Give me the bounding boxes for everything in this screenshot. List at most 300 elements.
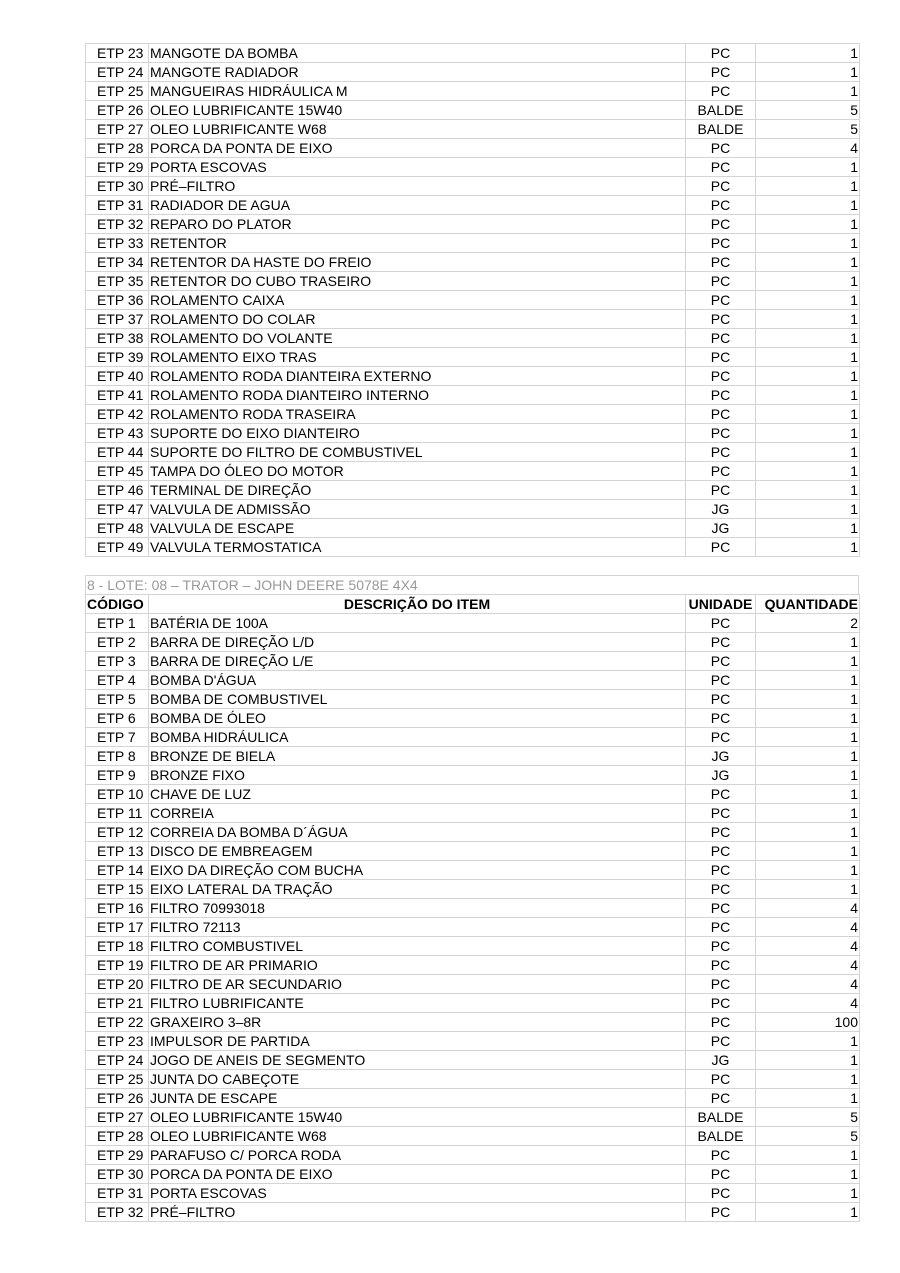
item-code: ETP 13 <box>86 842 149 861</box>
item-code: ETP 32 <box>86 215 149 234</box>
item-code: ETP 24 <box>86 1051 149 1070</box>
item-description: PORCA DA PONTA DE EIXO <box>149 139 686 158</box>
item-description: VALVULA DE ESCAPE <box>149 519 686 538</box>
item-quantity: 1 <box>756 1070 860 1089</box>
item-code: ETP 20 <box>86 975 149 994</box>
item-code: ETP 40 <box>86 367 149 386</box>
items-table-body <box>86 614 860 1222</box>
table-row <box>86 1013 860 1032</box>
table-row <box>86 880 860 899</box>
item-description: RADIADOR DE AGUA <box>149 196 686 215</box>
item-code: ETP 3 <box>86 652 149 671</box>
item-code: ETP 11 <box>86 804 149 823</box>
table-row <box>86 291 860 310</box>
item-quantity: 1 <box>756 196 860 215</box>
table-row <box>86 44 860 63</box>
item-description: CORREIA <box>149 804 686 823</box>
item-code: ETP 41 <box>86 386 149 405</box>
item-description: RETENTOR DA HASTE DO FREIO <box>149 253 686 272</box>
item-quantity: 1 <box>756 158 860 177</box>
item-quantity: 1 <box>756 1165 860 1184</box>
item-code: ETP 32 <box>86 1203 149 1222</box>
item-quantity: 4 <box>756 918 860 937</box>
table-row <box>86 804 860 823</box>
item-quantity: 4 <box>756 937 860 956</box>
table-row <box>86 348 860 367</box>
table-row <box>86 899 860 918</box>
item-code: ETP 38 <box>86 329 149 348</box>
item-code: ETP 42 <box>86 405 149 424</box>
table-row <box>86 82 860 101</box>
item-code: ETP 30 <box>86 1165 149 1184</box>
item-description: TERMINAL DE DIREÇÃO <box>149 481 686 500</box>
item-code: ETP 48 <box>86 519 149 538</box>
table-row <box>86 519 860 538</box>
item-code: ETP 34 <box>86 253 149 272</box>
lote-section <box>85 575 859 1222</box>
table-row <box>86 443 860 462</box>
item-quantity: 1 <box>756 82 860 101</box>
item-unit: PC <box>686 215 756 234</box>
table-row <box>86 538 860 557</box>
item-quantity: 1 <box>756 424 860 443</box>
table-row <box>86 253 860 272</box>
item-unit: PC <box>686 1013 756 1032</box>
item-quantity: 1 <box>756 500 860 519</box>
item-code: ETP 49 <box>86 538 149 557</box>
table-row <box>86 785 860 804</box>
item-quantity: 1 <box>756 747 860 766</box>
item-unit: JG <box>686 1051 756 1070</box>
item-description: EIXO DA DIREÇÃO COM BUCHA <box>149 861 686 880</box>
item-quantity: 1 <box>756 1051 860 1070</box>
item-code: ETP 29 <box>86 158 149 177</box>
table-row <box>86 633 860 652</box>
item-unit: PC <box>686 1203 756 1222</box>
item-description: OLEO LUBRIFICANTE W68 <box>149 1127 686 1146</box>
item-code: ETP 21 <box>86 994 149 1013</box>
item-description: FILTRO COMBUSTIVEL <box>149 937 686 956</box>
item-code: ETP 39 <box>86 348 149 367</box>
item-description: PORCA DA PONTA DE EIXO <box>149 1165 686 1184</box>
item-description: JUNTA DE ESCAPE <box>149 1089 686 1108</box>
item-unit: BALDE <box>686 120 756 139</box>
item-code: ETP 23 <box>86 44 149 63</box>
item-quantity: 4 <box>756 975 860 994</box>
item-unit: PC <box>686 804 756 823</box>
table-row <box>86 728 860 747</box>
item-quantity: 1 <box>756 481 860 500</box>
table-row <box>86 215 860 234</box>
header-unidade: UNIDADE <box>686 595 756 614</box>
lote-title: 8 - LOTE: 08 – TRATOR – JOHN DEERE 5078E 4X4 <box>85 575 859 594</box>
item-description: OLEO LUBRIFICANTE 15W40 <box>149 1108 686 1127</box>
item-description: BRONZE FIXO <box>149 766 686 785</box>
item-code: ETP 1 <box>86 614 149 633</box>
item-quantity: 1 <box>756 823 860 842</box>
item-description: BARRA DE DIREÇÃO L/D <box>149 633 686 652</box>
item-quantity: 4 <box>756 899 860 918</box>
item-description: PORTA ESCOVAS <box>149 1184 686 1203</box>
item-code: ETP 18 <box>86 937 149 956</box>
item-quantity: 1 <box>756 1203 860 1222</box>
item-unit: PC <box>686 158 756 177</box>
item-description: REPARO DO PLATOR <box>149 215 686 234</box>
item-quantity: 1 <box>756 215 860 234</box>
item-unit: PC <box>686 975 756 994</box>
table-row <box>86 120 860 139</box>
item-code: ETP 35 <box>86 272 149 291</box>
item-unit: BALDE <box>686 101 756 120</box>
item-unit: PC <box>686 918 756 937</box>
item-code: ETP 8 <box>86 747 149 766</box>
table-row <box>86 310 860 329</box>
item-description: BATÉRIA DE 100A <box>149 614 686 633</box>
item-unit: JG <box>686 519 756 538</box>
item-description: ROLAMENTO RODA DIANTEIRA EXTERNO <box>149 367 686 386</box>
item-code: ETP 27 <box>86 1108 149 1127</box>
items-table-lote-08 <box>85 594 860 1222</box>
item-unit: PC <box>686 899 756 918</box>
table-row <box>86 196 860 215</box>
item-description: OLEO LUBRIFICANTE W68 <box>149 120 686 139</box>
table-row <box>86 671 860 690</box>
item-quantity: 1 <box>756 405 860 424</box>
item-code: ETP 16 <box>86 899 149 918</box>
item-unit: JG <box>686 747 756 766</box>
table-row <box>86 937 860 956</box>
item-quantity: 5 <box>756 120 860 139</box>
item-description: OLEO LUBRIFICANTE 15W40 <box>149 101 686 120</box>
item-code: ETP 14 <box>86 861 149 880</box>
item-quantity: 1 <box>756 1146 860 1165</box>
item-unit: PC <box>686 481 756 500</box>
item-quantity: 5 <box>756 101 860 120</box>
item-code: ETP 4 <box>86 671 149 690</box>
item-code: ETP 26 <box>86 1089 149 1108</box>
table-row <box>86 500 860 519</box>
item-unit: PC <box>686 842 756 861</box>
item-code: ETP 46 <box>86 481 149 500</box>
item-quantity: 1 <box>756 462 860 481</box>
table-row <box>86 367 860 386</box>
item-quantity: 4 <box>756 956 860 975</box>
table-row <box>86 1032 860 1051</box>
item-description: GRAXEIRO 3–8R <box>149 1013 686 1032</box>
item-quantity: 1 <box>756 766 860 785</box>
table-row <box>86 1127 860 1146</box>
table-row <box>86 63 860 82</box>
item-description: MANGUEIRAS HIDRÁULICA M <box>149 82 686 101</box>
item-quantity: 100 <box>756 1013 860 1032</box>
item-unit: BALDE <box>686 1127 756 1146</box>
item-quantity: 1 <box>756 63 860 82</box>
item-code: ETP 30 <box>86 177 149 196</box>
table-row <box>86 1184 860 1203</box>
table-row <box>86 272 860 291</box>
item-quantity: 1 <box>756 842 860 861</box>
item-unit: PC <box>686 405 756 424</box>
item-code: ETP 25 <box>86 1070 149 1089</box>
item-unit: PC <box>686 1070 756 1089</box>
item-quantity: 5 <box>756 1127 860 1146</box>
item-unit: PC <box>686 44 756 63</box>
item-unit: PC <box>686 310 756 329</box>
item-unit: PC <box>686 1089 756 1108</box>
item-description: EIXO LATERAL DA TRAÇÃO <box>149 880 686 899</box>
item-unit: PC <box>686 956 756 975</box>
item-unit: PC <box>686 367 756 386</box>
item-unit: PC <box>686 690 756 709</box>
item-code: ETP 19 <box>86 956 149 975</box>
header-row <box>86 595 860 614</box>
item-description: BOMBA DE COMBUSTIVEL <box>149 690 686 709</box>
table-row <box>86 329 860 348</box>
item-description: BRONZE DE BIELA <box>149 747 686 766</box>
item-description: ROLAMENTO EIXO TRAS <box>149 348 686 367</box>
table-row <box>86 747 860 766</box>
item-unit: PC <box>686 937 756 956</box>
item-quantity: 4 <box>756 994 860 1013</box>
item-code: ETP 31 <box>86 1184 149 1203</box>
table-row <box>86 481 860 500</box>
item-code: ETP 29 <box>86 1146 149 1165</box>
table-row <box>86 1051 860 1070</box>
item-quantity: 1 <box>756 177 860 196</box>
item-unit: PC <box>686 671 756 690</box>
item-description: BARRA DE DIREÇÃO L/E <box>149 652 686 671</box>
table-row <box>86 424 860 443</box>
item-quantity: 1 <box>756 329 860 348</box>
item-description: ROLAMENTO RODA DIANTEIRO INTERNO <box>149 386 686 405</box>
item-quantity: 1 <box>756 291 860 310</box>
item-description: PORTA ESCOVAS <box>149 158 686 177</box>
item-code: ETP 22 <box>86 1013 149 1032</box>
item-description: FILTRO DE AR PRIMARIO <box>149 956 686 975</box>
item-description: RETENTOR <box>149 234 686 253</box>
item-unit: PC <box>686 386 756 405</box>
item-code: ETP 27 <box>86 120 149 139</box>
table-row <box>86 994 860 1013</box>
item-description: ROLAMENTO CAIXA <box>149 291 686 310</box>
item-unit: PC <box>686 424 756 443</box>
table-row <box>86 975 860 994</box>
table-row <box>86 158 860 177</box>
item-code: ETP 9 <box>86 766 149 785</box>
table-row <box>86 462 860 481</box>
item-description: SUPORTE DO EIXO DIANTEIRO <box>149 424 686 443</box>
item-quantity: 5 <box>756 1108 860 1127</box>
item-description: BOMBA DE ÓLEO <box>149 709 686 728</box>
item-unit: JG <box>686 766 756 785</box>
item-unit: PC <box>686 1146 756 1165</box>
item-description: VALVULA DE ADMISSÃO <box>149 500 686 519</box>
items-table-body <box>86 44 860 557</box>
item-code: ETP 47 <box>86 500 149 519</box>
item-code: ETP 23 <box>86 1032 149 1051</box>
item-unit: PC <box>686 1032 756 1051</box>
item-quantity: 1 <box>756 728 860 747</box>
item-code: ETP 31 <box>86 196 149 215</box>
table-row <box>86 386 860 405</box>
item-description: PARAFUSO C/ PORCA RODA <box>149 1146 686 1165</box>
item-unit: JG <box>686 500 756 519</box>
item-quantity: 1 <box>756 633 860 652</box>
table-row <box>86 709 860 728</box>
item-code: ETP 12 <box>86 823 149 842</box>
item-quantity: 1 <box>756 310 860 329</box>
item-quantity: 1 <box>756 709 860 728</box>
table-row <box>86 1089 860 1108</box>
item-quantity: 1 <box>756 652 860 671</box>
item-description: FILTRO DE AR SECUNDARIO <box>149 975 686 994</box>
item-quantity: 1 <box>756 367 860 386</box>
item-description: MANGOTE DA BOMBA <box>149 44 686 63</box>
table-row <box>86 1203 860 1222</box>
table-row <box>86 1146 860 1165</box>
item-quantity: 1 <box>756 861 860 880</box>
item-code: ETP 5 <box>86 690 149 709</box>
table-row <box>86 1070 860 1089</box>
item-quantity: 1 <box>756 804 860 823</box>
item-description: SUPORTE DO FILTRO DE COMBUSTIVEL <box>149 443 686 462</box>
item-description: TAMPA DO ÓLEO DO MOTOR <box>149 462 686 481</box>
table-row <box>86 918 860 937</box>
item-unit: PC <box>686 1165 756 1184</box>
header-descricao: DESCRIÇÃO DO ITEM <box>149 595 686 614</box>
item-unit: PC <box>686 462 756 481</box>
item-description: ROLAMENTO DO COLAR <box>149 310 686 329</box>
item-unit: PC <box>686 272 756 291</box>
item-unit: PC <box>686 652 756 671</box>
item-unit: PC <box>686 861 756 880</box>
table-row <box>86 861 860 880</box>
item-unit: PC <box>686 633 756 652</box>
item-description: ROLAMENTO DO VOLANTE <box>149 329 686 348</box>
item-description: VALVULA TERMOSTATICA <box>149 538 686 557</box>
item-unit: BALDE <box>686 1108 756 1127</box>
table-row <box>86 842 860 861</box>
item-description: CHAVE DE LUZ <box>149 785 686 804</box>
item-unit: PC <box>686 253 756 272</box>
item-code: ETP 26 <box>86 101 149 120</box>
table-row <box>86 101 860 120</box>
item-unit: PC <box>686 291 756 310</box>
item-unit: PC <box>686 538 756 557</box>
item-code: ETP 15 <box>86 880 149 899</box>
item-unit: PC <box>686 63 756 82</box>
table-row <box>86 823 860 842</box>
table-row <box>86 956 860 975</box>
item-quantity: 1 <box>756 443 860 462</box>
item-code: ETP 6 <box>86 709 149 728</box>
item-quantity: 1 <box>756 234 860 253</box>
item-description: MANGOTE RADIADOR <box>149 63 686 82</box>
header-codigo: CÓDIGO <box>86 595 149 614</box>
item-quantity: 1 <box>756 348 860 367</box>
item-code: ETP 36 <box>86 291 149 310</box>
item-unit: PC <box>686 443 756 462</box>
table-row <box>86 139 860 158</box>
item-unit: PC <box>686 329 756 348</box>
item-code: ETP 7 <box>86 728 149 747</box>
item-unit: PC <box>686 234 756 253</box>
table-row <box>86 1108 860 1127</box>
item-code: ETP 25 <box>86 82 149 101</box>
items-table-continued <box>85 43 860 557</box>
item-unit: PC <box>686 196 756 215</box>
item-code: ETP 28 <box>86 1127 149 1146</box>
item-description: CORREIA DA BOMBA D´ÁGUA <box>149 823 686 842</box>
item-unit: PC <box>686 1184 756 1203</box>
item-description: PRÉ–FILTRO <box>149 1203 686 1222</box>
item-unit: PC <box>686 709 756 728</box>
header-quantidade: QUANTIDADE <box>756 595 860 614</box>
item-quantity: 1 <box>756 253 860 272</box>
document-page <box>85 43 859 1222</box>
item-description: BOMBA HIDRÁULICA <box>149 728 686 747</box>
item-description: JUNTA DO CABEÇOTE <box>149 1070 686 1089</box>
item-unit: PC <box>686 177 756 196</box>
item-description: FILTRO 72113 <box>149 918 686 937</box>
item-quantity: 1 <box>756 785 860 804</box>
item-code: ETP 43 <box>86 424 149 443</box>
item-quantity: 1 <box>756 272 860 291</box>
item-code: ETP 10 <box>86 785 149 804</box>
item-description: IMPULSOR DE PARTIDA <box>149 1032 686 1051</box>
table-row <box>86 614 860 633</box>
item-description: RETENTOR DO CUBO TRASEIRO <box>149 272 686 291</box>
item-code: ETP 37 <box>86 310 149 329</box>
item-unit: PC <box>686 139 756 158</box>
item-quantity: 1 <box>756 386 860 405</box>
item-description: DISCO DE EMBREAGEM <box>149 842 686 861</box>
item-quantity: 1 <box>756 880 860 899</box>
item-code: ETP 28 <box>86 139 149 158</box>
item-unit: PC <box>686 994 756 1013</box>
table-row <box>86 652 860 671</box>
item-unit: PC <box>686 728 756 747</box>
item-description: ROLAMENTO RODA TRASEIRA <box>149 405 686 424</box>
item-code: ETP 44 <box>86 443 149 462</box>
table-header <box>86 595 860 614</box>
item-quantity: 1 <box>756 1032 860 1051</box>
item-unit: PC <box>686 785 756 804</box>
item-description: JOGO DE ANEIS DE SEGMENTO <box>149 1051 686 1070</box>
item-unit: PC <box>686 880 756 899</box>
item-description: FILTRO 70993018 <box>149 899 686 918</box>
item-unit: PC <box>686 348 756 367</box>
item-quantity: 1 <box>756 538 860 557</box>
table-row <box>86 405 860 424</box>
item-description: FILTRO LUBRIFICANTE <box>149 994 686 1013</box>
item-quantity: 1 <box>756 1184 860 1203</box>
item-quantity: 4 <box>756 139 860 158</box>
item-quantity: 1 <box>756 690 860 709</box>
item-unit: PC <box>686 614 756 633</box>
table-row <box>86 690 860 709</box>
item-unit: PC <box>686 823 756 842</box>
table-row <box>86 1165 860 1184</box>
item-unit: PC <box>686 82 756 101</box>
item-code: ETP 2 <box>86 633 149 652</box>
table-row <box>86 766 860 785</box>
table-row <box>86 177 860 196</box>
item-description: PRÉ–FILTRO <box>149 177 686 196</box>
item-code: ETP 33 <box>86 234 149 253</box>
item-quantity: 1 <box>756 44 860 63</box>
table-row <box>86 234 860 253</box>
